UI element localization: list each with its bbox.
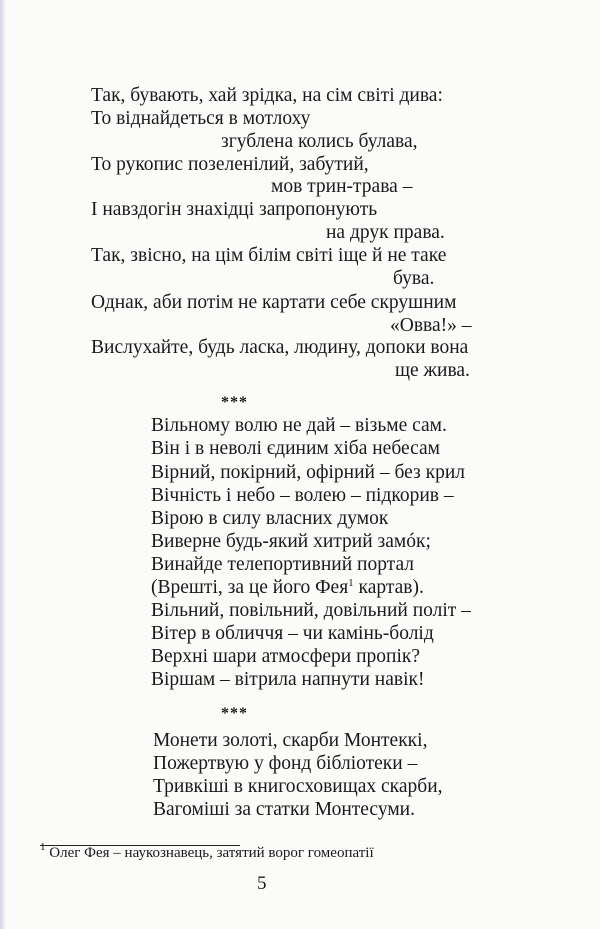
poem-2-line-4: Вічність і небо – волею – підкорив – — [151, 485, 454, 506]
poem-2-line-8-end: картав). — [358, 577, 424, 598]
page-number: 5 — [257, 873, 267, 894]
poem-2-line-6: Виверне будь-який хитрий замóк; — [151, 531, 431, 552]
page-edge-shadow — [0, 0, 7, 929]
poem-1-line-2: То віднайдеться в мотлоху — [91, 108, 311, 129]
poem-2-line-2: Він і в неволі єдиним хіба небесам — [151, 438, 441, 459]
poem-1-line-10: Однак, аби потім не картати себе скрушним — [91, 292, 457, 313]
poem-2-line-1: Вільному волю не дай – візьме сам. — [151, 415, 447, 436]
section-separator-2: *** — [221, 705, 248, 722]
poem-1-line-5: мов трин-трава – — [271, 176, 413, 197]
poem-2-line-11: Верхні шари атмосфери пропік? — [151, 646, 421, 667]
poem-3-line-1: Монети золоті, скарби Монтеккі, — [153, 730, 428, 751]
poem-3-line-3: Тривкіші в книгосховищах скарби, — [153, 776, 443, 797]
poem-2-line-8 — [151, 577, 424, 599]
poem-2-line-8-text: (Врешті, за це його Фея — [151, 577, 349, 598]
poem-2-line-12: Віршам – вітрила напнути навік! — [151, 669, 425, 690]
poem-2-line-9: Вільний, повільний, довільний політ – — [151, 600, 471, 621]
poem-2-line-3: Вірний, покірний, офірний – без крил — [151, 462, 465, 483]
poem-1-line-7: на друк права. — [326, 222, 445, 243]
section-separator-1: *** — [221, 394, 248, 411]
poem-3-line-4: Вагоміші за статки Монтесуми. — [153, 799, 415, 820]
poem-1-line-8: Так, звісно, на цім білім світі іще й не таке — [91, 245, 447, 266]
footnote — [40, 841, 374, 862]
poem-1-line-1: Так, бувають, хай зрідка, на сім світі дива: — [91, 85, 443, 106]
poem-1-line-11: «Овва!» – — [390, 315, 472, 336]
poem-1-line-9: бува. — [393, 268, 435, 289]
poem-2-line-5: Вірою в силу власних думок — [151, 508, 389, 529]
poem-3-line-2: Пожертвую у фонд бібліотеки – — [153, 753, 418, 774]
poem-1-line-6: І навздогін знахідці запропонують — [91, 199, 378, 220]
footnote-marker: 1 — [40, 841, 46, 853]
poem-1-line-12: Вислухайте, будь ласка, людину, допоки вона — [91, 337, 469, 358]
poem-1-line-3: згублена колись булава, — [221, 131, 418, 152]
poem-2-line-10: Вітер в обличчя – чи камінь-болід — [151, 623, 434, 644]
poem-1-line-13: ще жива. — [395, 360, 470, 381]
footnote-reference: 1 — [348, 577, 354, 589]
footnote-text: Олег Фея – наукознавець, затятий ворог гомеопатії — [49, 845, 374, 861]
poem-2-line-7: Винайде телепортивний портал — [151, 554, 415, 575]
poem-1-line-4: То рукопис позеленілий, забутий, — [91, 154, 369, 175]
